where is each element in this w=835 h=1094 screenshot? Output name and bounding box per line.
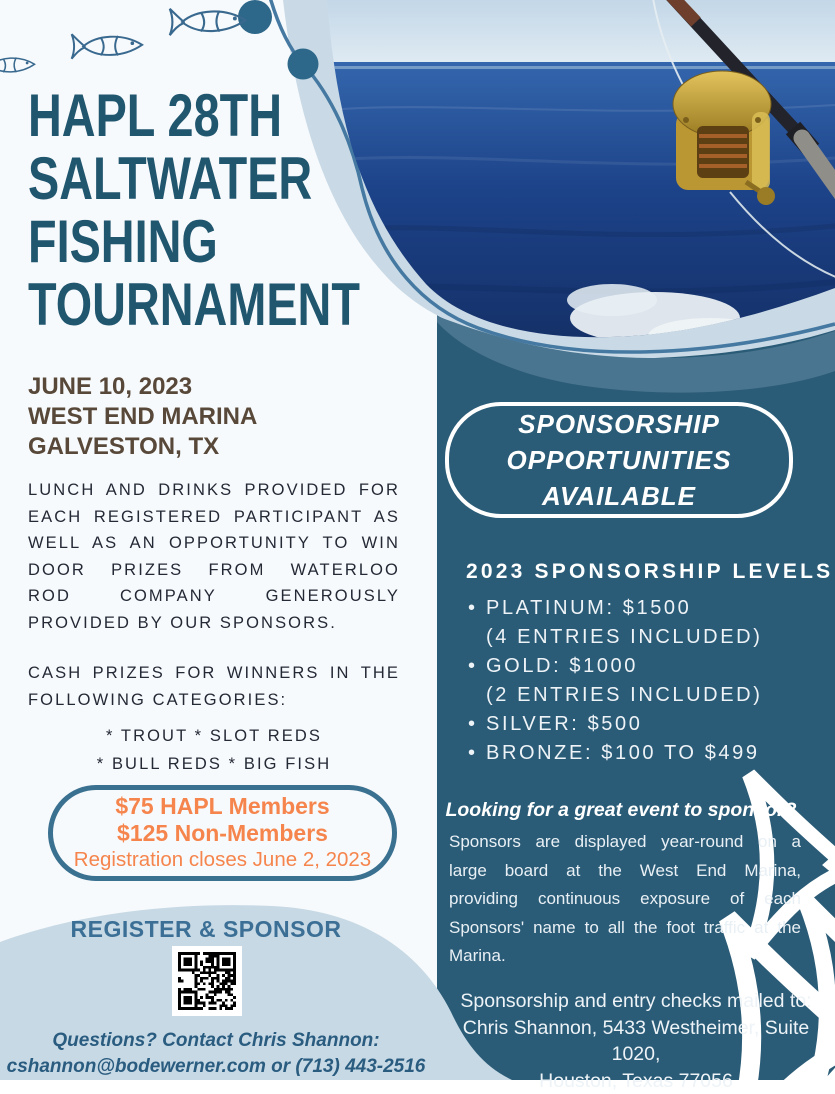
- mailing-line: Sponsorship and entry checks mailed to:: [437, 988, 835, 1015]
- sponsorship-levels-list: [468, 594, 808, 768]
- level-platinum-note: (4 ENTRIES INCLUDED): [468, 623, 808, 652]
- level-gold-note: (2 ENTRIES INCLUDED): [468, 681, 808, 710]
- title-line: SALTWATER: [28, 147, 360, 210]
- intro-line: DOOR PRIZES FROM WATERLOO: [28, 557, 400, 584]
- prize-categories: [28, 722, 400, 778]
- contact-questions: Questions? Contact Chris Shannon:: [0, 1028, 432, 1054]
- fishing-reel: [673, 71, 775, 205]
- intro-line: LUNCH AND DRINKS PROVIDED FOR: [28, 477, 400, 504]
- non-member-price: $125 Non-Members: [117, 820, 328, 847]
- promo-line: providing continuous exposure of each: [449, 885, 801, 914]
- level-bronze: • BRONZE: $100 TO $499: [468, 739, 808, 768]
- fish-icon: [170, 9, 246, 35]
- qr-code[interactable]: [172, 946, 242, 1016]
- member-price: $75 HAPL Members: [115, 793, 329, 820]
- mailing-line: Houston, Texas 77056: [437, 1068, 835, 1094]
- levels-heading: 2023 SPONSORSHIP LEVELS: [466, 560, 833, 584]
- intro-line: ROD COMPANY GENEROUSLY: [28, 583, 400, 610]
- pricing-pill: [48, 785, 397, 881]
- intro-paragraph: [28, 477, 400, 636]
- cash-line: CASH PRIZES FOR WINNERS IN THE: [28, 660, 400, 687]
- mailing-line: Chris Shannon, 5433 Westheimer, Suite 1020,: [437, 1015, 835, 1068]
- level-silver: • SILVER: $500: [468, 710, 808, 739]
- level-gold: • GOLD: $1000: [468, 652, 808, 681]
- title-line: HAPL 28TH: [28, 84, 360, 147]
- title-line: TOURNAMENT: [28, 273, 360, 336]
- ocean-photo: [327, 0, 835, 354]
- registration-deadline: Registration closes June 2, 2023: [74, 847, 371, 873]
- fish-icon-group-top: [0, 9, 245, 75]
- promo-line: Marina.: [449, 942, 801, 971]
- title-line: FISHING: [28, 210, 360, 273]
- contact-block: [0, 1028, 432, 1080]
- category-line: * TROUT * SLOT REDS: [28, 722, 400, 750]
- bead-dot: [288, 49, 319, 80]
- promo-line: large board at the West End Marina,: [449, 857, 801, 886]
- fish-icon: [72, 34, 143, 59]
- intro-line: EACH REGISTERED PARTICIPANT AS: [28, 504, 400, 531]
- sponsorship-pill-line: SPONSORSHIP: [518, 406, 720, 442]
- promo-line: Sponsors are displayed year-round on a: [449, 828, 801, 857]
- bead-dot: [238, 0, 272, 34]
- promo-heading: Looking for a great event to sponsor?: [445, 799, 797, 822]
- sponsorship-pill-line: OPPORTUNITIES: [507, 442, 732, 478]
- event-venue: WEST END MARINA: [28, 402, 257, 432]
- sponsorship-pill: [445, 402, 793, 518]
- fish-icon: [0, 56, 35, 75]
- promo-paragraph: [449, 828, 801, 971]
- event-location: GALVESTON, TX: [28, 432, 257, 462]
- contact-email-phone[interactable]: cshannon@bodewerner.com or (713) 443-2516: [0, 1054, 432, 1080]
- event-details: [28, 372, 257, 462]
- cash-prizes-paragraph: [28, 660, 400, 714]
- cash-line: FOLLOWING CATEGORIES:: [28, 687, 400, 714]
- register-heading: REGISTER & SPONSOR: [0, 916, 412, 943]
- intro-line: WELL AS AN OPPORTUNITY TO WIN: [28, 530, 400, 557]
- intro-line: PROVIDED BY OUR SPONSORS.: [28, 610, 400, 637]
- sponsorship-pill-line: AVAILABLE: [542, 478, 696, 514]
- event-date: JUNE 10, 2023: [28, 372, 257, 402]
- category-line: * BULL REDS * BIG FISH: [28, 750, 400, 778]
- promo-line: Sponsors' name to all the foot traffic at the: [449, 914, 801, 943]
- mailing-block: [437, 988, 835, 1094]
- poster-title: [28, 84, 360, 336]
- level-platinum: • PLATINUM: $1500: [468, 594, 808, 623]
